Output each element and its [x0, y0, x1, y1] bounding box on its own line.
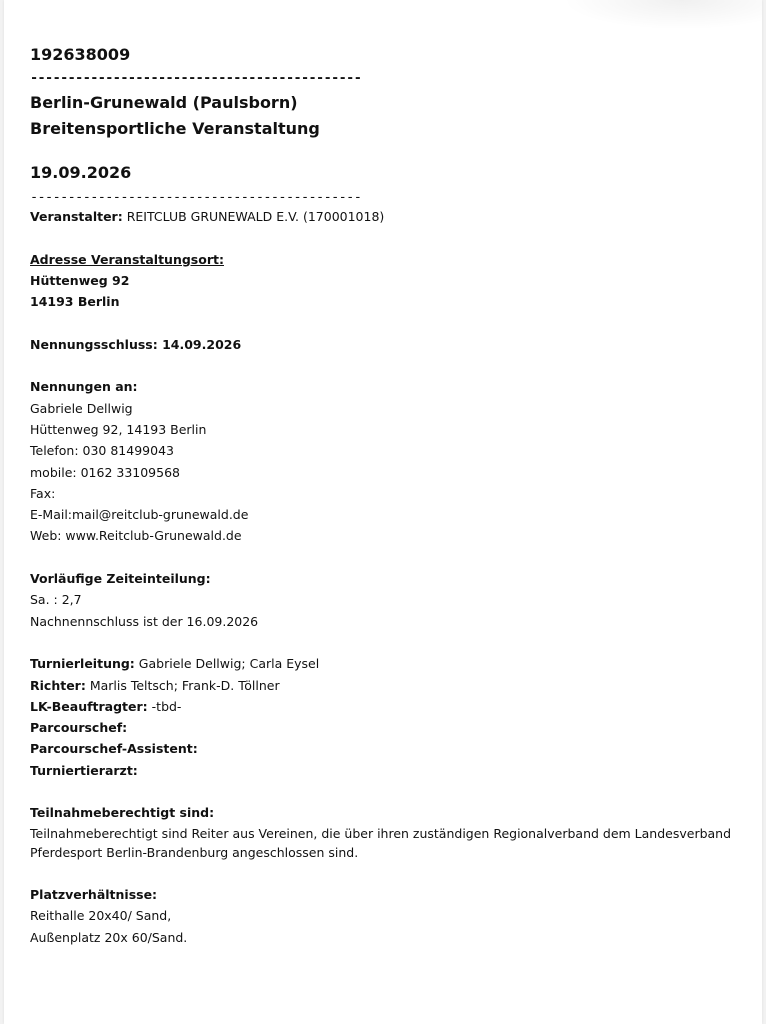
document-page — [4, 0, 762, 1024]
organizer-label: Veranstalter: — [30, 209, 123, 224]
entry-deadline: Nennungsschluss: 14.09.2026 — [30, 336, 242, 352]
document-content — [30, 42, 740, 948]
event-type: Breitensportliche Veranstaltung — [30, 119, 320, 138]
schedule-line-2: Nachnennschluss ist der 16.09.2026 — [30, 613, 259, 629]
venue-line-1: Reithalle 20x40/ Sand, — [30, 908, 172, 924]
management-value: Gabriele Dellwig; Carla Eysel — [138, 656, 320, 672]
judges-value: Marlis Teltsch; Frank-D. Töllner — [89, 677, 280, 693]
entries-name: Gabriele Dellwig — [30, 400, 133, 416]
judges-line — [30, 675, 740, 696]
address-label: Adresse Veranstaltungsort: — [30, 251, 224, 267]
entries-label: Nennungen an: — [30, 379, 138, 395]
entries-email: E-Mail:mail@reitclub-grunewald.de — [30, 507, 249, 523]
lk-line — [30, 696, 740, 717]
address-street: Hüttenweg 92 — [30, 272, 130, 288]
event-location: Berlin-Grunewald (Paulsborn) — [30, 93, 298, 112]
address-city: 14193 Berlin — [30, 294, 120, 310]
organizer-line — [30, 206, 740, 227]
venue-label: Platzverhältnisse: — [30, 886, 158, 902]
schedule-line-1: Sa. : 2,7 — [30, 592, 82, 608]
event-date: 19.09.2026 — [30, 163, 132, 182]
course-designer-label: Parcourschef: — [30, 720, 128, 736]
separator-bold: -------------------------------------------- — [30, 70, 362, 86]
schedule-label: Vorläufige Zeiteinteilung: — [30, 571, 211, 587]
management-line — [30, 653, 740, 674]
page-shadow — [562, 0, 762, 30]
course-assistant-label: Parcourschef-Assistent: — [30, 741, 198, 757]
management-label: Turnierleitung: — [30, 656, 135, 672]
entries-web: Web: www.Reitclub-Grunewald.de — [30, 528, 242, 544]
entries-address: Hüttenweg 92, 14193 Berlin — [30, 421, 207, 437]
venue-line-2: Außenplatz 20x 60/Sand. — [30, 929, 188, 945]
eligibility-text: Teilnahmeberechtigt sind Reiter aus Vereinen, die über ihren zuständigen Regionalverband dem Landesverband Pferdesport Berlin-Brandenburg angeschlossen sind. — [30, 825, 732, 861]
entries-fax: Fax: — [30, 485, 56, 501]
lk-label: LK-Beauftragter: — [30, 698, 148, 714]
eligibility-label: Teilnahmeberechtigt sind: — [30, 805, 215, 821]
organizer-value: REITCLUB GRUNEWALD E.V. (170001018) — [126, 209, 385, 224]
event-id: 192638009 — [30, 45, 131, 64]
judges-label: Richter: — [30, 677, 86, 693]
vet-label: Turniertierarzt: — [30, 762, 138, 778]
entries-mobile: mobile: 0162 33109568 — [30, 464, 180, 480]
entries-phone: Telefon: 030 81499043 — [30, 443, 174, 459]
separator-thin: -------------------------------------------- — [30, 189, 362, 205]
lk-value: -tbd- — [151, 698, 182, 714]
